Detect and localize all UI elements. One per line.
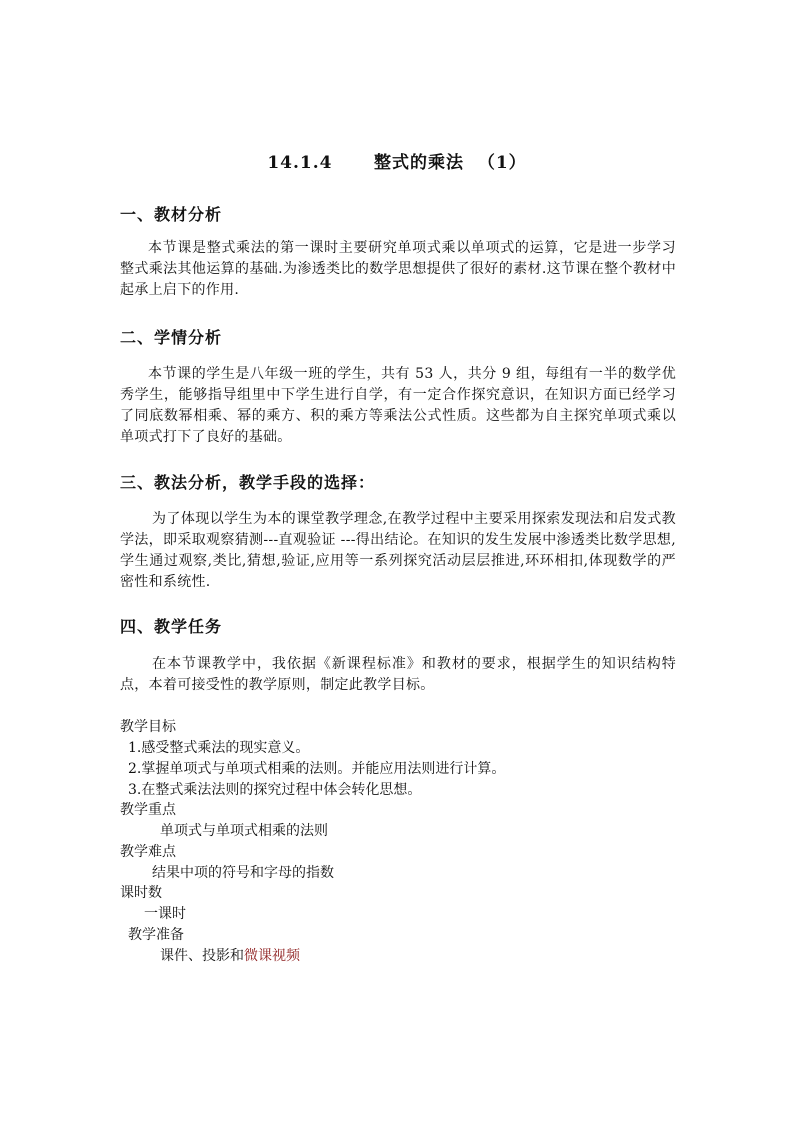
section-body-4: 在本节课教学中，我依据《新课程标准》和教材的要求，根据学生的知识结构特点，本着可接受性的教学原则，制定此教学目标。 bbox=[120, 656, 676, 693]
prep-label: 教学准备 bbox=[128, 927, 184, 943]
page-title bbox=[0, 148, 794, 173]
prep-text-plain: 课件、投影和 bbox=[160, 948, 244, 964]
title-text: 整式的乘法 bbox=[373, 153, 464, 173]
hours-text: 一课时 bbox=[144, 906, 186, 922]
section-heading-2: 二、学情分析 bbox=[120, 328, 223, 347]
section-body-3: 为了体现以学生为本的课堂教学理念,在教学过程中主要采用探索发现法和启发式教学法，即采取观察猜测---直观验证 ---得出结论。在知识的发生发展中渗透类比数学思想,学生通过观察,类比,猜想,验证,应用等一系列探究活动层层推进,环环相扣,体现数学的严密性和系统性. bbox=[120, 511, 676, 590]
section-body-2: 本节课的学生是八年级一班的学生，共有 53 人，共分 9 组，每组有一半的数学优秀学生，能够指导组里中下学生进行自学，有一定合作探究意识，在知识方面已经学习了同底数幂相乘、幂的乘方、积的乘方等乘法公式性质。这些都为自主探究单项式乘以单项式打下了良好的基础。 bbox=[120, 366, 676, 445]
section-body-1: 本节课是整式乘法的第一课时主要研究单项式乘以单项式的运算，它是进一步学习整式乘法其他运算的基础.为渗透类比的数学思想提供了很好的素材.这节课在整个教材中起承上启下的作用. bbox=[120, 240, 676, 298]
goal-item-3: 3.在整式乘法法则的探究过程中体会转化思想。 bbox=[128, 782, 422, 798]
section-heading-4: 四、教学任务 bbox=[120, 617, 223, 636]
key-point-text: 单项式与单项式相乘的法则 bbox=[160, 823, 328, 839]
hours-label: 课时数 bbox=[120, 885, 162, 901]
difficulty-text: 结果中项的符号和字母的指数 bbox=[152, 865, 334, 881]
goal-item-2: 2.掌握单项式与单项式相乘的法则。并能应用法则进行计算。 bbox=[128, 761, 506, 777]
prep-text bbox=[160, 945, 300, 965]
title-part: （1） bbox=[477, 153, 527, 173]
goal-item-1: 1.感受整式乘法的现实意义。 bbox=[128, 740, 310, 756]
difficulty-label: 教学难点 bbox=[120, 844, 176, 860]
section-heading-1: 一、教材分析 bbox=[120, 205, 223, 224]
section-heading-3: 三、教法分析，教学手段的选择： bbox=[120, 473, 376, 492]
key-point-label: 教学重点 bbox=[120, 802, 176, 818]
prep-text-accent: 微课视频 bbox=[244, 948, 300, 964]
title-number: 14.1.4 bbox=[267, 153, 333, 173]
goals-label: 教学目标 bbox=[120, 719, 176, 735]
